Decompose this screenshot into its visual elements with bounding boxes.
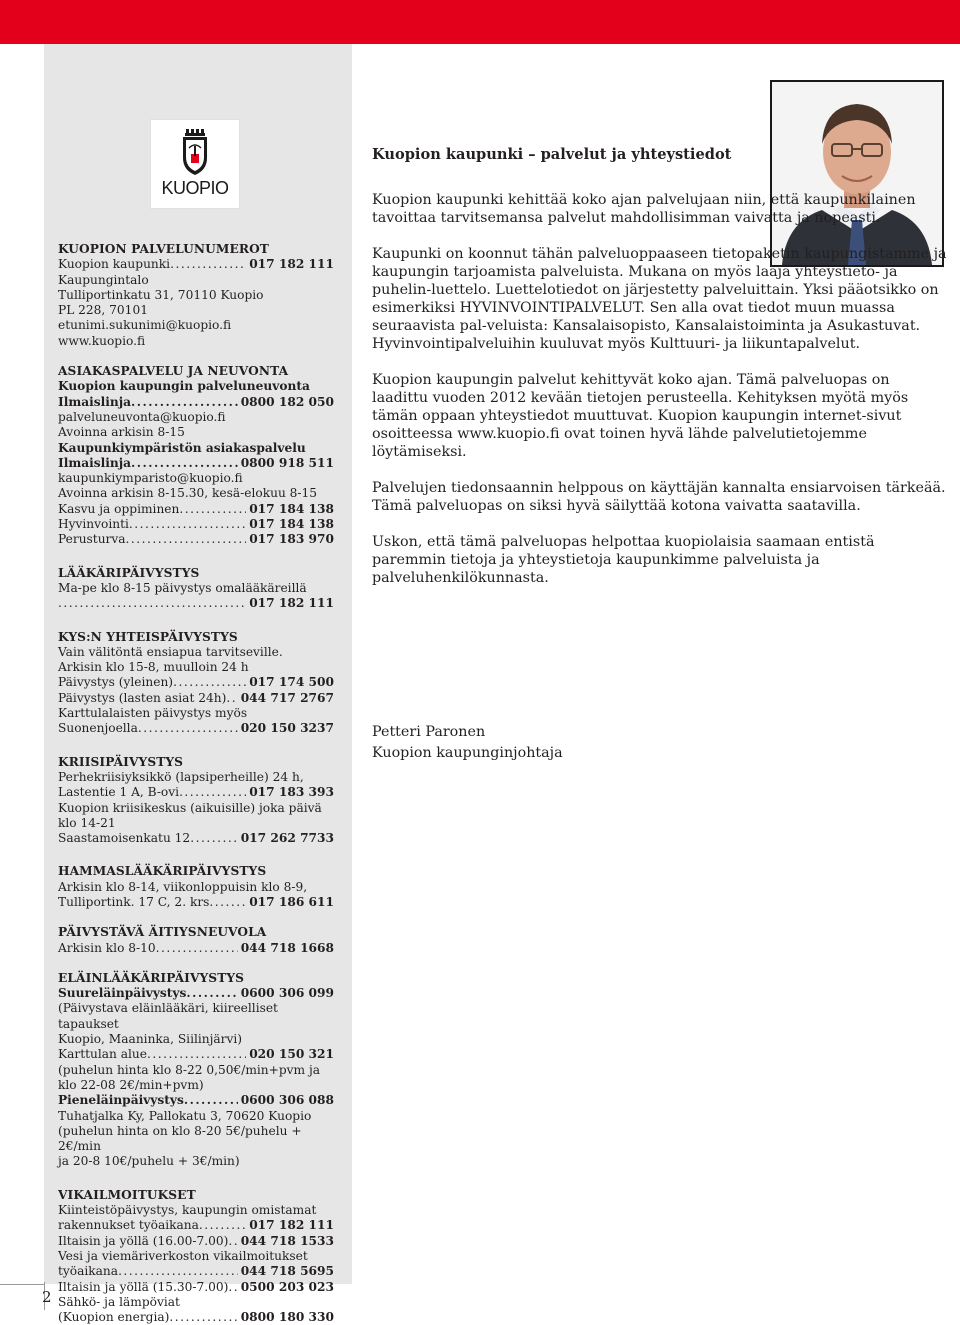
- row-label: Hyvinvointi: [58, 517, 129, 532]
- email-line: palveluneuvonta@kuopio.fi: [58, 409, 226, 424]
- text-line: ja 20-8 10€/puhelu + 3€/min): [58, 1154, 240, 1169]
- dot-leader: [129, 517, 246, 532]
- phone-number: 017 182 111: [249, 1218, 334, 1233]
- phone-number: 020 150 3237: [240, 721, 334, 736]
- row-label: Kuopion kaupunki: [58, 257, 171, 272]
- text-line: Kaupungintalo: [58, 272, 149, 287]
- kuopio-logo: [150, 119, 240, 209]
- article-paragraph: Palvelujen tiedonsaannin helppous on käyttäjän kannalta ensiarvoisen tärkeää. Tämä palveluopas on siksi hyvä säilyttää kotona vaivatta saatavilla.: [372, 480, 946, 514]
- directory-row: [58, 1264, 334, 1279]
- text-line: Tuhatjalka Ky, Pallokatu 3, 70620 Kuopio: [58, 1108, 312, 1123]
- phone-number: 0600 306 088: [240, 1093, 334, 1108]
- text-line: Vesi ja viemäriverkoston vikailmoitukset: [58, 1248, 308, 1263]
- phone-number: 044 718 1668: [240, 940, 334, 955]
- text-line: Avoinna arkisin 8-15.30, kesä-elokuu 8-15: [58, 486, 318, 501]
- phone-number: 017 182 111: [249, 596, 334, 611]
- directory-row: [58, 1093, 334, 1108]
- directory-section: [58, 566, 334, 612]
- row-label: Ilmaislinja: [58, 455, 132, 470]
- phone-number: 044 717 2767: [240, 690, 334, 705]
- phone-number: 017 184 138: [249, 517, 334, 532]
- text-line: Vain välitöntä ensiapua tarvitseville.: [58, 644, 283, 659]
- phone-number: 0800 180 330: [240, 1310, 334, 1325]
- row-label: Saastamoisenkatu 12: [58, 831, 191, 846]
- text-line: Kuopio, Maaninka, Siilinjärvi): [58, 1032, 243, 1047]
- row-label: (Kuopion energia): [58, 1310, 170, 1325]
- directory-row: [58, 596, 334, 611]
- row-label: Perusturva: [58, 532, 126, 547]
- phone-number: 017 183 970: [249, 532, 334, 547]
- section-heading: KUOPION PALVELUNUMEROT: [58, 242, 269, 256]
- directory-row: [58, 532, 334, 547]
- article-paragraph: Kuopion kaupunki kehittää koko ajan palvelujaan niin, että kaupunkilainen tavoittaa tarvitsemansa palvelut mahdollisimman vaivatta ja nopeasti.: [372, 192, 916, 226]
- dot-leader: [179, 785, 246, 800]
- section-heading: KYS:N YHTEISPÄIVYSTYS: [58, 629, 238, 644]
- directory-row: [58, 1280, 334, 1295]
- text-line: Kuopion kriisikeskus (aikuisille) joka päivä klo 14-21: [58, 800, 322, 830]
- row-label: Iltaisin ja yöllä (16.00-7.00): [58, 1233, 229, 1248]
- row-label: Pieneläinpäivystys: [58, 1093, 184, 1108]
- directory-row: [58, 1310, 334, 1325]
- directory-row: [58, 986, 334, 1001]
- page-divider: [0, 1284, 44, 1285]
- page-number: 2: [42, 1288, 52, 1306]
- directory-row: [58, 257, 334, 272]
- directory-section: [58, 864, 334, 910]
- section-heading: LÄÄKÄRIPÄIVYSTYS: [58, 565, 200, 580]
- text-line: Kiinteistöpäivystys, kaupungin omistamat: [58, 1203, 317, 1218]
- dot-leader: [138, 721, 238, 736]
- phone-number: 020 150 321: [249, 1047, 334, 1062]
- directory-row: [58, 691, 334, 706]
- phone-number: 0500 203 023: [240, 1279, 334, 1294]
- dot-leader: [131, 456, 238, 471]
- directory-row: [58, 1234, 334, 1249]
- directory-row: [58, 675, 334, 690]
- row-label: Arkisin klo 8-10: [58, 940, 156, 955]
- directory-row: [58, 831, 334, 846]
- directory-row: [58, 785, 334, 800]
- kuopio-coat-of-arms-icon: [151, 120, 239, 180]
- row-label: Päivystys (yleinen): [58, 675, 174, 690]
- dot-leader: [173, 675, 246, 690]
- subheading: Kuopion kaupungin palveluneuvonta: [58, 379, 310, 394]
- dot-leader: [58, 596, 246, 611]
- dot-leader: [156, 941, 238, 956]
- text-line: (puhelun hinta klo 8-22 0,50€/min+pvm ja: [58, 1062, 320, 1077]
- signature-name: Petteri Paronen: [372, 724, 486, 740]
- text-line: Arkisin klo 8-14, viikonloppuisin klo 8-9,: [58, 879, 308, 894]
- main-article: [372, 146, 947, 605]
- directory-row: [58, 895, 334, 910]
- phone-number: 017 262 7733: [240, 831, 334, 846]
- text-line: (puhelun hinta on klo 8-20 5€/puhelu + 2€/min: [58, 1123, 302, 1154]
- logo-text: KUOPIO: [161, 178, 229, 198]
- dot-leader: [199, 1218, 246, 1233]
- dot-leader: [190, 831, 238, 846]
- row-label: rakennukset työaikana: [58, 1218, 199, 1233]
- row-label: Tulliportink. 17 C, 2. krs: [58, 894, 210, 909]
- phone-number: 017 184 138: [249, 501, 334, 516]
- row-label: Karttulan alue: [58, 1047, 147, 1062]
- directory-section: [58, 630, 334, 737]
- email-line: kaupunkiymparisto@kuopio.fi: [58, 471, 243, 486]
- article-paragraph: Kaupunki on koonnut tähän palveluoppaaseen tietopaketin kaupungistamme ja kaupungin tarjoamista palveluista. Mukana on myös laaja yhteystieto- ja puhelin-luettelo. Luettelotiedot on järjestetty palveluittain. Yksi pääotsikko on esimerkiksi HYVINVOINTIPALVELUT. Sen alla ovat tiedot muun muassa seuraavista pal-veluista: Kansalaisopisto, Kansalaistoiminta ja Asukastuvat. Hyvinvointipalveluihin kuuluvat myös Kulttuuri- ja liikuntapalvelut.: [372, 246, 947, 352]
- phone-number: 0800 182 050: [240, 394, 334, 409]
- dot-leader: [170, 257, 246, 272]
- directory-row: [58, 502, 334, 517]
- text-line: Tulliportinkatu 31, 70110 Kuopio: [58, 287, 264, 302]
- section-heading: VIKAILMOITUKSET: [58, 1187, 196, 1202]
- section-heading: ELÄINLÄÄKÄRIPÄIVYSTYS: [58, 970, 245, 985]
- text-line: (Päivystava eläinlääkäri, kiireelliset tapaukset: [58, 1001, 278, 1031]
- section-heading: HAMMASLÄÄKÄRIPÄIVYSTYS: [58, 864, 267, 879]
- directory-row: [58, 721, 334, 736]
- phone-directory: [58, 242, 334, 1325]
- row-label: Ilmaislinja: [58, 394, 132, 409]
- row-label: työaikana: [58, 1264, 119, 1279]
- phone-number: 044 718 1533: [240, 1233, 334, 1248]
- directory-section: [58, 242, 334, 349]
- phone-number: 017 182 111: [249, 257, 334, 272]
- text-line: PL 228, 70101: [58, 303, 148, 318]
- phone-number: 017 174 500: [249, 675, 334, 690]
- directory-section: [58, 925, 334, 956]
- text-line: Perhekriisiyksikkö (lapsiperheille) 24 h,: [58, 769, 304, 784]
- dot-leader: [209, 895, 246, 910]
- dot-leader: [118, 1264, 238, 1279]
- top-accent-bar: [0, 0, 960, 44]
- directory-row: [58, 456, 334, 471]
- dot-leader: [228, 1234, 237, 1249]
- text-line: Sähkö- ja lämpöviat: [58, 1294, 180, 1309]
- subheading: Kaupunkiympäristön asiakaspalvelu: [58, 440, 306, 455]
- dot-leader: [184, 1093, 238, 1108]
- text-line: klo 22-08 2€/min+pvm): [58, 1077, 204, 1092]
- row-label: Lastentie 1 A, B-ovi: [58, 785, 180, 800]
- web-link[interactable]: www.kuopio.fi: [58, 333, 146, 348]
- dot-leader: [228, 1280, 237, 1295]
- directory-row: [58, 395, 334, 410]
- directory-row: [58, 1047, 334, 1062]
- row-label: Päivystys (lasten asiat 24h): [58, 690, 227, 705]
- directory-row: [58, 1218, 334, 1233]
- dot-leader: [126, 532, 247, 547]
- signature-title: Kuopion kaupunginjohtaja: [372, 745, 563, 761]
- dot-leader: [179, 502, 246, 517]
- text-line: Karttulalaisten päivystys myös: [58, 706, 248, 721]
- directory-row: [58, 941, 334, 956]
- directory-section: [58, 755, 334, 847]
- article-paragraph: Kuopion kaupungin palvelut kehittyvät koko ajan. Tämä palveluopas on laadittu vuoden 2012 kevään tietojen perusteella. Kehityksen myötä myös tämän oppaan yhteystiedot muuttuvat. Kuopion kaupungin internet-sivut osoitteessa www.kuopio.fi ovat toinen hyvä lähde palvelutietojemme löytämiseksi.: [372, 372, 909, 460]
- directory-section: [58, 1188, 334, 1325]
- dot-leader: [186, 986, 237, 1001]
- section-heading: ASIAKASPALVELU JA NEUVONTA: [58, 364, 289, 379]
- row-label: Suureläinpäivystys: [58, 986, 187, 1001]
- text-line: Arkisin klo 15-8, muulloin 24 h: [58, 660, 249, 675]
- signature-block: [372, 722, 563, 764]
- phone-number: 017 183 393: [249, 785, 334, 800]
- directory-section: [58, 971, 334, 1170]
- section-heading: KRIISIPÄIVYSTYS: [58, 754, 184, 769]
- section-heading: PÄIVYSTÄVÄ ÄITIYSNEUVOLA: [58, 925, 267, 940]
- phone-number: 017 186 611: [249, 894, 334, 909]
- dot-leader: [169, 1310, 237, 1325]
- article-paragraph: Uskon, että tämä palveluopas helpottaa kuopiolaisia saamaan entistä paremmin tietoja ja yhteystietoja kaupunkimme palveluista ja palveluhenkilökunnasta.: [372, 534, 875, 586]
- directory-section: [58, 364, 334, 548]
- row-label: Suonenjoella: [58, 721, 138, 736]
- email-line: etunimi.sukunimi@kuopio.fi: [58, 318, 232, 333]
- text-line: Ma-pe klo 8-15 päivystys omalääkäreillä: [58, 580, 307, 595]
- text-line: Avoinna arkisin 8-15: [58, 425, 185, 440]
- dot-leader: [131, 395, 238, 410]
- phone-number: 0600 306 099: [240, 986, 334, 1001]
- directory-row: [58, 517, 334, 532]
- phone-number: 0800 918 511: [240, 455, 334, 470]
- dot-leader: [147, 1047, 246, 1062]
- row-label: Iltaisin ja yöllä (15.30-7.00): [58, 1279, 229, 1294]
- dot-leader: [226, 691, 237, 706]
- phone-number: 044 718 5695: [240, 1264, 334, 1279]
- row-label: Kasvu ja oppiminen: [58, 501, 180, 516]
- article-title: Kuopion kaupunki – palvelut ja yhteystiedot: [372, 146, 732, 163]
